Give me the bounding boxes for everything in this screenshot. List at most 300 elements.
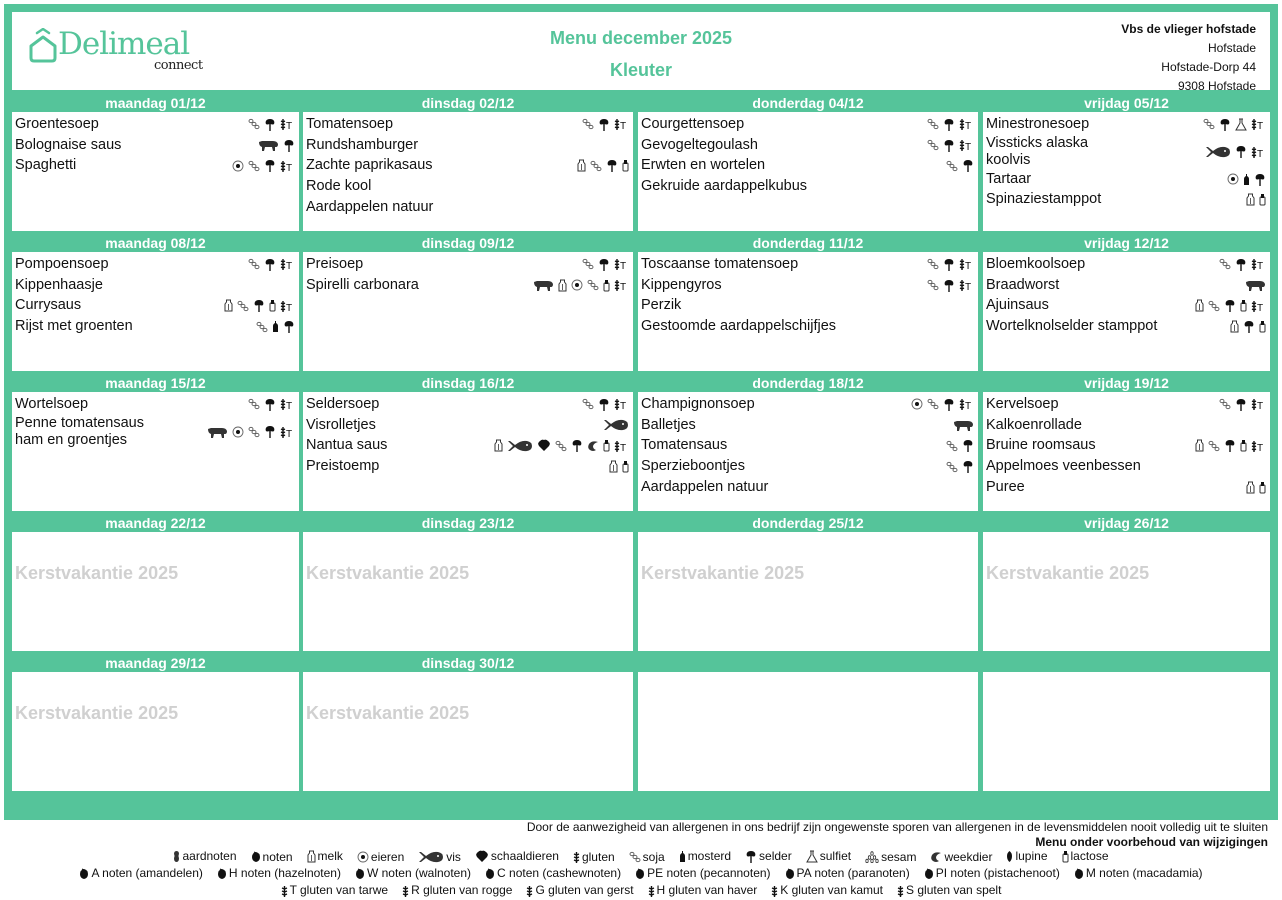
- footer-notes: [527, 820, 1268, 850]
- menu-title: Menu december 2025: [549, 28, 733, 48]
- svg-text:T: T: [620, 401, 627, 411]
- empty-day-cell: [638, 654, 978, 794]
- day-cell: [983, 514, 1270, 654]
- allergen-icons: [1246, 481, 1266, 495]
- dish-item: [15, 254, 295, 275]
- day-header: [638, 654, 978, 672]
- soy-icon: [590, 159, 602, 173]
- day-header: vrijdag 26/12: [1084, 515, 1169, 531]
- dish-item: [15, 156, 295, 177]
- day-header: vrijdag 19/12: [1084, 375, 1169, 391]
- celery-icon: [962, 159, 974, 173]
- soy-icon: [927, 117, 939, 131]
- day-cell: [638, 94, 978, 234]
- nut-icon: [251, 851, 261, 863]
- svg-text:T: T: [286, 162, 293, 172]
- legend-item: [173, 848, 236, 865]
- gluten-icon: [526, 885, 533, 897]
- day-body: [983, 532, 1270, 651]
- dish-name: Sperzieboontjes: [641, 458, 745, 475]
- day-body: [638, 112, 978, 231]
- gluten-icon: [573, 851, 580, 863]
- day-cell: [303, 374, 633, 514]
- svg-text:T: T: [1257, 302, 1264, 312]
- soy-icon: [1208, 439, 1220, 453]
- wheat-gluten-icon: [1251, 117, 1266, 131]
- dish-name: Bolognaise saus: [15, 136, 122, 153]
- dish-item: [641, 135, 974, 156]
- day-cell: [12, 654, 299, 794]
- allergen-icons: [582, 257, 629, 271]
- vacation-label: Kerstvakantie 2025: [641, 563, 805, 583]
- wheat-gluten-icon: [614, 397, 629, 411]
- soy-icon: [946, 159, 958, 173]
- dish-item: [306, 176, 629, 197]
- wheat-gluten-icon: [959, 257, 974, 271]
- legend-label: S gluten van spelt: [906, 883, 1002, 897]
- milk-icon: [1246, 193, 1255, 207]
- dish-name: Minestronesoep: [986, 115, 1090, 132]
- svg-text:T: T: [286, 261, 293, 271]
- svg-text:T: T: [286, 401, 293, 411]
- celery-icon: [1235, 397, 1247, 411]
- gluten-icon: [281, 885, 288, 897]
- day-body: [303, 392, 633, 511]
- legend-item: [475, 848, 559, 865]
- soy-icon: [248, 117, 260, 131]
- milk-icon: [609, 460, 618, 474]
- allergen-icons: [1246, 193, 1266, 207]
- lactose-icon: [622, 460, 629, 474]
- dish-name: Preisoep: [306, 255, 364, 272]
- allergen-icons: [1219, 397, 1266, 411]
- dish-name: Kippenhaasje: [15, 276, 103, 293]
- dish-name: Courgettensoep: [641, 115, 745, 132]
- legend-item: [402, 882, 512, 899]
- celery-icon: [1235, 257, 1247, 271]
- dish-name: Penne tomatensaus ham en groentjes: [15, 414, 144, 448]
- wheat-gluten-icon: [280, 397, 295, 411]
- soy-icon: [1208, 299, 1220, 313]
- milk-icon: [1195, 299, 1204, 313]
- wheat-gluten-icon: [959, 138, 974, 152]
- pork-icon: [952, 418, 974, 432]
- change-notice: Menu onder voorbehoud van wijzigingen: [1035, 835, 1268, 849]
- dish-item: [306, 197, 629, 218]
- celery-icon: [283, 320, 295, 334]
- dish-name: Perzik: [641, 297, 682, 314]
- celery-icon: [598, 117, 610, 131]
- day-body: [303, 532, 633, 651]
- wheat-gluten-icon: [1251, 299, 1266, 313]
- legend-item: [771, 882, 883, 899]
- soy-icon: [555, 439, 567, 453]
- allergen-icons: [1219, 257, 1266, 271]
- celery-icon: [943, 138, 955, 152]
- lactose-icon: [1240, 299, 1247, 313]
- legend-label: mosterd: [687, 849, 732, 863]
- svg-text:T: T: [1257, 121, 1264, 131]
- dish-item: [641, 114, 974, 135]
- school-address: [1121, 20, 1256, 96]
- legend-item: [357, 849, 404, 866]
- milk-icon: [1195, 439, 1204, 453]
- gluten-legend-row: [0, 882, 1282, 900]
- logo-text: Delimeal: [58, 26, 190, 62]
- wheat-gluten-icon: [1251, 257, 1266, 271]
- school-street: Hofstade-Dorp 44: [1161, 60, 1256, 74]
- celery-icon: [1235, 145, 1247, 159]
- nut-icon: [217, 868, 227, 880]
- sulfite-icon: [806, 851, 818, 863]
- day-cell: [983, 94, 1270, 234]
- lactose-icon: [269, 299, 276, 313]
- gluten-icon: [897, 885, 904, 897]
- dish-item: [641, 436, 974, 457]
- legend-label: aardnoten: [182, 849, 237, 863]
- header: [12, 12, 1270, 93]
- legend-item: [679, 848, 731, 865]
- wheat-gluten-icon: [1251, 439, 1266, 453]
- day-body: [638, 672, 978, 791]
- wheat-gluten-icon: [280, 299, 295, 313]
- celery-icon: [943, 278, 955, 292]
- dish-name: Currysaus: [15, 297, 82, 314]
- soy-icon: [587, 278, 599, 292]
- sesame-icon: [865, 851, 879, 863]
- mollusc-icon: [587, 439, 599, 453]
- allergen-icons: [577, 159, 629, 173]
- dish-name: Appelmoes veenbessen: [986, 458, 1141, 475]
- week-row: [12, 374, 1270, 514]
- vacation-label: Kerstvakantie 2025: [15, 563, 179, 583]
- wheat-gluten-icon: [614, 439, 629, 453]
- day-cell: [303, 94, 633, 234]
- menu-grid: [12, 94, 1270, 794]
- celery-icon: [1224, 439, 1236, 453]
- day-cell: [12, 374, 299, 514]
- allergen-icons: [603, 418, 629, 432]
- dish-item: [641, 296, 974, 317]
- legend-item: [785, 865, 910, 882]
- legend-item: [806, 848, 851, 865]
- dish-item: [986, 190, 1266, 211]
- lactose-icon: [1240, 439, 1247, 453]
- gluten-icon: [648, 885, 655, 897]
- soy-icon: [582, 257, 594, 271]
- day-cell: [983, 374, 1270, 514]
- day-header: dinsdag 09/12: [421, 235, 515, 251]
- soy-icon: [248, 257, 260, 271]
- day-header: maandag 08/12: [105, 235, 206, 251]
- svg-text:T: T: [286, 121, 293, 131]
- day-body: [983, 252, 1270, 371]
- dish-name: Seldersoep: [306, 395, 380, 412]
- legend-item: [79, 865, 202, 882]
- dish-name: Gekruide aardappelkubus: [641, 178, 808, 195]
- allergen-icons: [927, 278, 974, 292]
- dish-name: Aardappelen natuur: [306, 199, 434, 216]
- allergen-icons: [927, 117, 974, 131]
- legend-label: eieren: [370, 849, 405, 864]
- allergen-icons: [1230, 320, 1266, 334]
- dish-item: [306, 456, 629, 477]
- allergen-icons: [582, 117, 629, 131]
- dish-item: [306, 156, 629, 177]
- allergen-icons: [1227, 172, 1266, 186]
- dish-item: [306, 275, 629, 296]
- nut-icon: [355, 868, 365, 880]
- svg-text:T: T: [965, 401, 972, 411]
- legend-label: gluten: [581, 849, 615, 864]
- school-postal: 9308 Hofstade: [1177, 79, 1256, 93]
- day-header: donderdag 25/12: [752, 515, 864, 531]
- day-cell: [12, 94, 299, 234]
- lactose-icon: [603, 439, 610, 453]
- fish-icon: [507, 439, 533, 453]
- dish-item: [986, 169, 1266, 190]
- pork-icon: [532, 278, 554, 292]
- dish-name: Toscaanse tomatensoep: [641, 255, 799, 272]
- dish-name: Tartaar: [986, 170, 1032, 187]
- svg-text:T: T: [1257, 442, 1264, 452]
- dish-item: [15, 415, 295, 449]
- day-body: [983, 392, 1270, 511]
- mollusc-icon: [930, 851, 942, 863]
- day-cell: [303, 234, 633, 374]
- celery-icon: [253, 299, 265, 313]
- dish-item: [641, 415, 974, 436]
- svg-text:T: T: [1257, 401, 1264, 411]
- celery-icon: [264, 425, 276, 439]
- day-cell: [638, 514, 978, 654]
- allergen-icons: [248, 257, 295, 271]
- legend-item: [526, 882, 633, 899]
- soy-icon: [927, 138, 939, 152]
- dish-item: [641, 176, 974, 197]
- wheat-gluten-icon: [959, 117, 974, 131]
- lactose-icon: [622, 159, 629, 173]
- legend-label: R gluten van rogge: [411, 883, 513, 897]
- legend-label: lupine: [1015, 849, 1048, 863]
- dish-item: [986, 296, 1266, 317]
- wheat-gluten-icon: [280, 257, 295, 271]
- day-body: [12, 672, 299, 791]
- dish-name: Nantua saus: [306, 437, 388, 454]
- dish-name: Vissticks alaska koolvis: [986, 134, 1089, 168]
- dish-name: Spirelli carbonara: [306, 276, 419, 293]
- sulfite-icon: [1235, 117, 1247, 131]
- nut-icon: [785, 868, 795, 880]
- day-header: dinsdag 23/12: [421, 515, 515, 531]
- dish-item: [986, 456, 1266, 477]
- legend-label: H noten (hazelnoten): [228, 866, 341, 880]
- soy-icon: [582, 397, 594, 411]
- wheat-gluten-icon: [280, 425, 295, 439]
- dish-name: Gevogeltegoulash: [641, 136, 758, 153]
- dish-item: [986, 316, 1266, 337]
- dish-item: [986, 275, 1266, 296]
- allergen-icons: [494, 439, 629, 453]
- soy-icon: [256, 320, 268, 334]
- egg-icon: [232, 425, 244, 439]
- wheat-gluten-icon: [959, 278, 974, 292]
- dish-name: Champignonsoep: [641, 395, 755, 412]
- wheat-gluten-icon: [959, 397, 974, 411]
- svg-text:T: T: [965, 261, 972, 271]
- dish-item: [641, 477, 974, 498]
- legend-item: [924, 865, 1060, 882]
- celery-icon: [598, 397, 610, 411]
- milk-icon: [494, 439, 503, 453]
- day-header: dinsdag 30/12: [421, 655, 515, 671]
- celery-icon: [606, 159, 618, 173]
- celery-icon: [1224, 299, 1236, 313]
- week-row: [12, 514, 1270, 654]
- legend-item: [355, 865, 471, 882]
- day-header: donderdag 11/12: [752, 235, 864, 251]
- day-header: [983, 654, 1270, 672]
- dish-name: Rode kool: [306, 178, 372, 195]
- milk-icon: [224, 299, 233, 313]
- celery-icon: [962, 439, 974, 453]
- svg-text:T: T: [620, 282, 627, 292]
- day-body: [12, 112, 299, 231]
- celery-icon: [943, 117, 955, 131]
- celery-icon: [264, 159, 276, 173]
- lactose-icon: [1259, 193, 1266, 207]
- legend-item: [307, 848, 343, 865]
- legend-label: A noten (amandelen): [91, 866, 203, 880]
- dish-name: Kalkoenrollade: [986, 416, 1082, 433]
- soy-icon: [927, 278, 939, 292]
- day-header: maandag 01/12: [105, 95, 206, 111]
- lactose-icon: [603, 278, 610, 292]
- celery-icon: [962, 460, 974, 474]
- legend-item: [1074, 865, 1203, 882]
- dish-name: Kippengyros: [641, 276, 722, 293]
- dish-name: Bloemkoolsoep: [986, 255, 1086, 272]
- dish-item: [641, 275, 974, 296]
- allergen-icons: [927, 138, 974, 152]
- legend-item: [629, 849, 665, 866]
- gluten-icon: [771, 885, 778, 897]
- menu-subtitle: Kleuter: [609, 60, 672, 80]
- day-cell: [303, 514, 633, 654]
- pork-icon: [1244, 278, 1266, 292]
- pork-icon: [206, 425, 228, 439]
- dish-item: [15, 275, 295, 296]
- svg-text:T: T: [1257, 261, 1264, 271]
- celery-icon: [571, 439, 583, 453]
- dish-name: Zachte paprikasaus: [306, 157, 433, 174]
- legend-label: PI noten (pistachenoot): [935, 866, 1060, 880]
- mustard-icon: [272, 320, 279, 334]
- day-cell: [12, 234, 299, 374]
- dish-name: Erwten en wortelen: [641, 157, 766, 174]
- week-row: [12, 654, 1270, 794]
- allergen-icons: [232, 159, 295, 173]
- dish-item: [306, 254, 629, 275]
- legend-label: sulfiet: [819, 849, 852, 863]
- dish-item: [986, 477, 1266, 498]
- egg-icon: [357, 851, 369, 863]
- legend-item: [573, 849, 615, 866]
- day-body: [638, 392, 978, 511]
- day-header: dinsdag 16/12: [421, 375, 515, 391]
- day-body: [303, 112, 633, 231]
- celery-icon: [264, 257, 276, 271]
- soy-icon: [582, 117, 594, 131]
- celery-icon: [1243, 320, 1255, 334]
- dish-name: Rijst met groenten: [15, 318, 133, 335]
- svg-text:T: T: [286, 428, 293, 438]
- dish-name: Puree: [986, 479, 1025, 496]
- legend-label: weekdier: [944, 849, 993, 864]
- allergen-icons: [1205, 145, 1266, 159]
- vacation-label: Kerstvakantie 2025: [306, 563, 470, 583]
- vacation-label: Kerstvakantie 2025: [986, 563, 1150, 583]
- shellfish-icon: [475, 851, 489, 863]
- legend-item: [865, 849, 916, 866]
- legend-label: schaaldieren: [490, 849, 559, 863]
- dish-item: [986, 135, 1266, 169]
- wheat-gluten-icon: [614, 257, 629, 271]
- legend-item: [281, 882, 389, 899]
- legend-label: H gluten van haver: [656, 883, 758, 897]
- dish-name: Visrolletjes: [306, 416, 376, 433]
- dish-item: [306, 415, 629, 436]
- nut-icon: [485, 868, 495, 880]
- svg-text:T: T: [1257, 148, 1264, 158]
- vacation-label: Kerstvakantie 2025: [15, 703, 179, 723]
- egg-icon: [571, 278, 583, 292]
- dish-item: [15, 316, 295, 337]
- legend-label: sesam: [881, 849, 917, 864]
- celery-icon: [264, 397, 276, 411]
- allergen-icons: [532, 278, 629, 292]
- dish-item: [306, 436, 629, 457]
- vacation-label: Kerstvakantie 2025: [306, 703, 470, 723]
- day-body: [303, 252, 633, 371]
- dish-name: Tomatensaus: [641, 437, 728, 454]
- soy-icon: [927, 257, 939, 271]
- day-header: donderdag 04/12: [752, 95, 864, 111]
- allergen-icons: [582, 397, 629, 411]
- allergen-icons: [248, 397, 295, 411]
- week-row: [12, 94, 1270, 234]
- celery-icon: [1254, 172, 1266, 186]
- milk-icon: [1246, 481, 1255, 495]
- dish-name: Gestoomde aardappelschijfjes: [641, 318, 837, 335]
- egg-icon: [911, 397, 923, 411]
- dish-item: [15, 114, 295, 135]
- legend-item: [251, 849, 293, 866]
- dish-name: Wortelknolselder stamppot: [986, 318, 1158, 335]
- fish-icon: [603, 418, 629, 432]
- soy-icon: [629, 851, 641, 863]
- milk-icon: [307, 851, 316, 863]
- dish-item: [986, 254, 1266, 275]
- dish-item: [986, 394, 1266, 415]
- allergen-icons: [946, 439, 974, 453]
- allergen-icons: [946, 460, 974, 474]
- nut-icon: [1074, 868, 1084, 880]
- celery-icon: [283, 138, 295, 152]
- nut-icon: [635, 868, 645, 880]
- legend-label: lactose: [1070, 849, 1109, 863]
- legend-item: [635, 865, 770, 882]
